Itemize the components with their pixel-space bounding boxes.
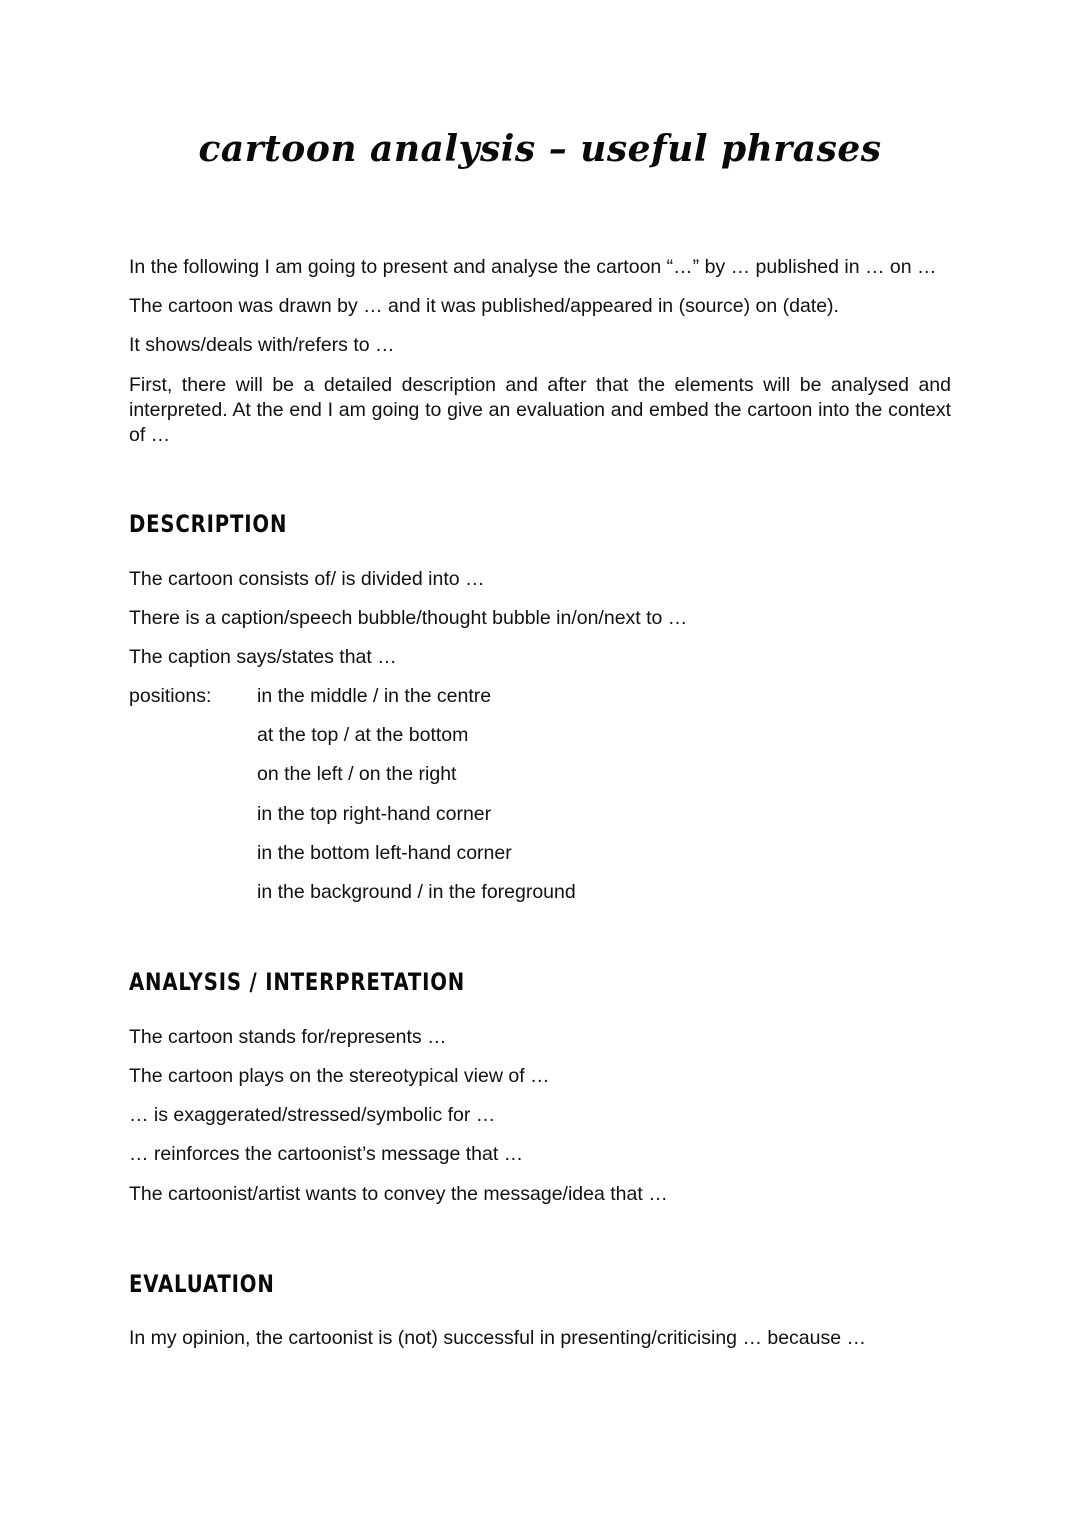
section-heading-analysis: ANALYSIS / INTERPRETATION [129,968,466,996]
evaluation-line: In my opinion, the cartoonist is (not) successful in presenting/criticising … because … [129,1327,867,1349]
position-item: in the background / in the foreground [257,881,576,903]
analysis-line: The cartoon plays on the stereotypical view of … [129,1065,550,1087]
positions-label: positions: [129,685,212,707]
position-item: on the left / on the right [257,763,457,785]
intro-paragraph: First, there will be a detailed description and after that the elements will be analysed and interpreted. At the end I am going to give an evaluation and embed the cartoon into the context of … [129,374,951,446]
description-line: The caption says/states that … [129,646,397,668]
position-item: in the top right-hand corner [257,803,492,825]
description-line: There is a caption/speech bubble/thought bubble in/on/next to … [129,607,688,629]
section-heading-description: DESCRIPTION [129,510,288,538]
position-item: at the top / at the bottom [257,724,469,746]
intro-line: The cartoon was drawn by … and it was published/appeared in (source) on (date). [129,295,839,317]
description-line: The cartoon consists of/ is divided into … [129,568,485,590]
intro-line: It shows/deals with/refers to … [129,334,395,356]
page-title: cartoon analysis – useful phrases [198,128,882,170]
analysis-line: The cartoonist/artist wants to convey the message/idea that … [129,1183,668,1205]
section-heading-evaluation: EVALUATION [129,1270,275,1298]
position-item: in the bottom left-hand corner [257,842,512,864]
analysis-line: … is exaggerated/stressed/symbolic for … [129,1104,496,1126]
intro-line: In the following I am going to present and analyse the cartoon “…” by … published in … on … [129,256,937,278]
analysis-line: … reinforces the cartoonist’s message that … [129,1143,524,1165]
analysis-line: The cartoon stands for/represents … [129,1026,447,1048]
position-item: in the middle / in the centre [257,685,492,707]
